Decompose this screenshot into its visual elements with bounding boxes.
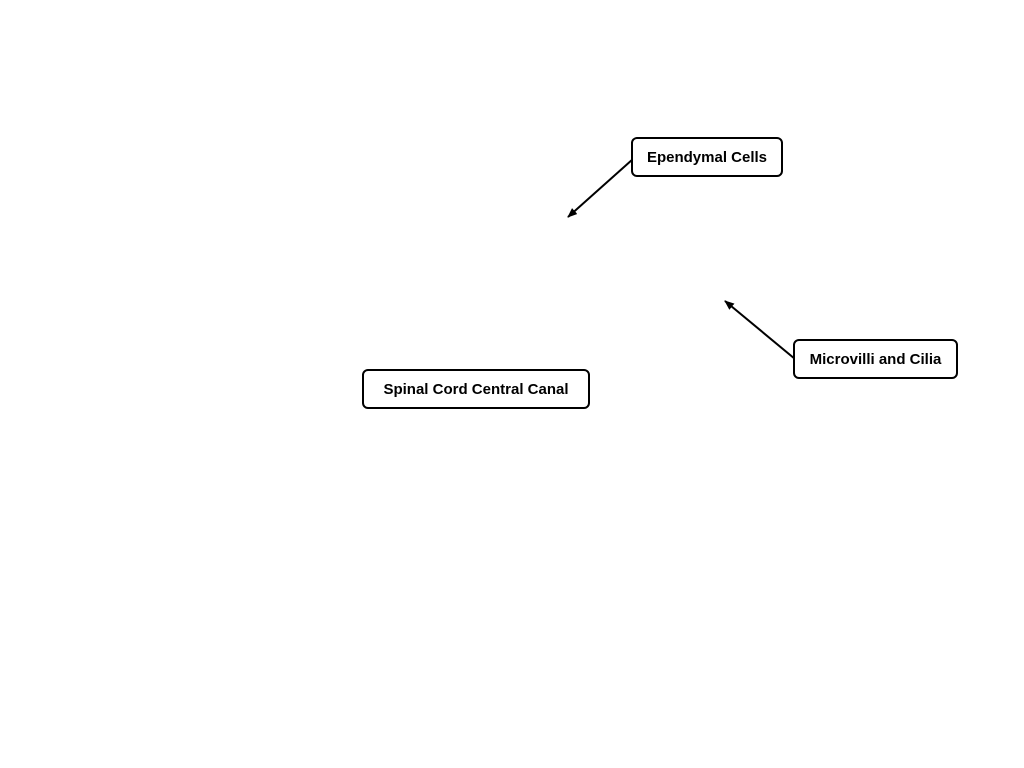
ependymal-cells-label: Ependymal Cells (631, 137, 783, 177)
spinal-cord-central-canal-label: Spinal Cord Central Canal (362, 369, 590, 409)
microvilli-and-cilia-arrow (725, 301, 795, 359)
microvilli-and-cilia-label: Microvilli and Cilia (793, 339, 958, 379)
ependymal-cells-arrow (568, 159, 633, 217)
